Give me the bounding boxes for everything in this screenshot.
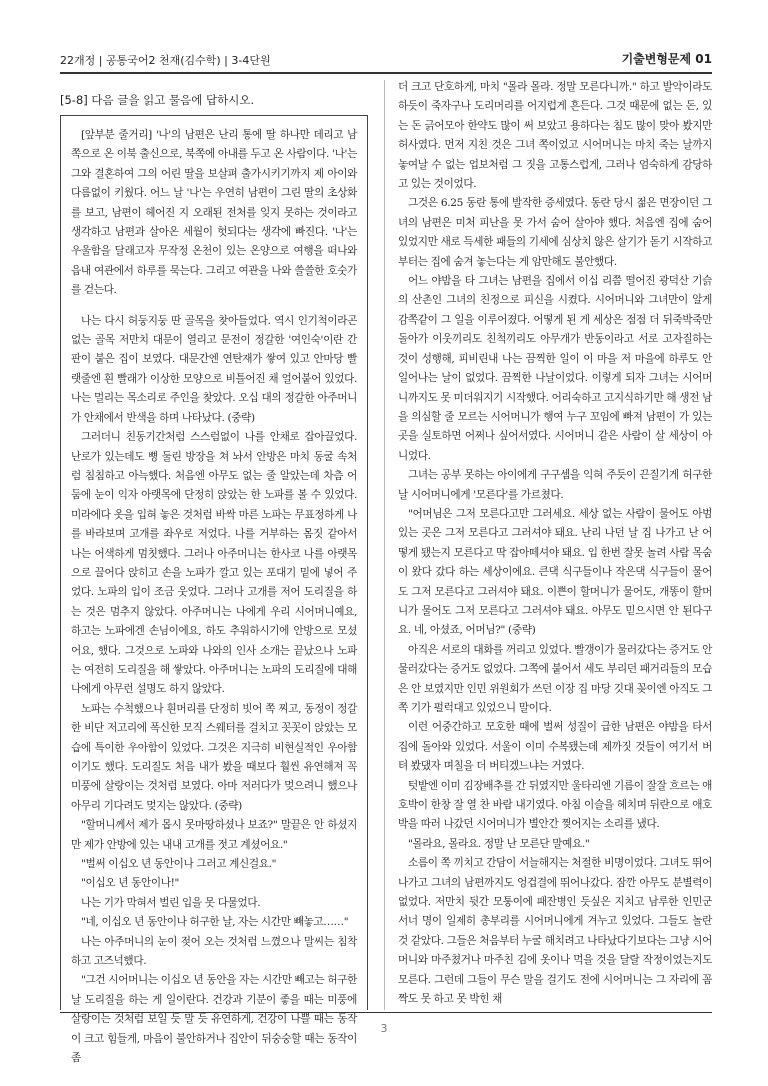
passage-paragraph: 그러더니 친동기간처럼 스스럼없이 나를 안채로 잡아끌었다. 난로가 있는데도 뼝 둘린 방장을 쳐 놔서 안방은 마치 동굴 속처럼 침침하고 아늑했다. 처음엔 아무도 없는 줄 알았는데 차츰 어둠에 눈이 익자 아랫목에 단정히 앉았는 한 노파를 볼 수 있었다. 미라에다 옷을 입혀 놓은 것처럼 바싹 마른 노파는 무표정하게 나를 바라보며 고개를 좌우로 저었다. 나를 거부하는 몸짓 같아서 나는 어색하게 멈칫했다. 그러나 아주머니는 한사코 나를 아랫목으로 끌어다 앉히고 손을 노파가 깔고 있는 포대기 밑에 넣어 주었다. 노파의 입이 조금 웃었다. 그러나 고개를 저어 도리질을 하는 것은 멈추지 않았다. 아주머니는 나에게 우리 시어머니예요, 하고는 노파에겐 손님이에요, 하도 추워하시기에 안방으로 모셨어요, 했다. 그것으로 노파와 나와의 인사 소개는 끝났으나 노파는 여전히 도리질을 해 쌓았다. 아주머니는 노파의 도리질에 대해 나에게 아무런 설명도 하지 않았다. (71, 431, 357, 696)
page-number: 3 (380, 1022, 388, 1035)
header-rule (60, 72, 712, 74)
passage-paragraph: 더 크고 단호하게, 마치 "몰라 몰라. 정말 모른다니까." 하고 발악이라도 하듯이 죽자구나 도리머리를 어지럽게 흔든다. 그것 때문에 없는 돈, 있는 돈 긁어모아 한약도 많이 써 보았고 용하다는 침도 많이 맞아 봤지만 허사였다. 먼저 지친 것은 그녀 쪽이었고 시어머니는 마치 죽는 날까지 놓여날 수 없는 업보처럼 그 짓을 고통스럽게, 그러나 엄숙하게 감당하고 있는 것이었다. (398, 81, 712, 191)
passage-paragraph: "네, 이십오 년 동안이나 허구한 날, 자는 시간만 빼놓고……" (81, 916, 349, 929)
passage-paragraph: 나는 아주머니의 눈이 젖어 오는 것처럼 느꼈으나 말씨는 침착하고 고즈넉했다. (71, 935, 357, 968)
passage-paragraph: [앞부분 줄거리] '나'의 남편은 난리 통에 딸 하나만 데리고 남쪽으로 온 이북 출신으로, 북쪽에 아내를 두고 온 사람이다. '나'는 그와 결혼하여 그의 어린 딸을 보살펴 출가시키기까지 제 아이와 다름없이 키웠다. 어느 날 '나'는 우연히 남편이 그린 딸의 초상화를 보고, 남편이 헤어진 지 오래된 전처를 잊지 못하는 것이라고 생각하고 남편과 살아온 세월이 헛되다는 생각에 빠진다. '나'는 우울함을 달래고자 무작정 온천이 있는 온양으로 여행을 떠나와 읍내 여관에서 하루를 묵는다. 그리고 여관을 나와 쓸쓸한 호숫가를 걷는다. (71, 129, 357, 297)
passage-paragraph: 텃밭엔 이미 김장배추를 간 뒤였지만 울타리엔 기름이 잘잘 흐르는 애호박이 한창 잘 열 찬 바람 내기였다. 아침 이슬을 헤치며 뒤란으로 애호박을 따러 나갔던 시어머니가 별안간 찢어지는 소리를 냈다. (398, 779, 712, 831)
footer-rule (60, 1012, 712, 1013)
passage-paragraph: 나는 기가 막혀서 벌린 입을 못 다물었다. (81, 896, 261, 909)
passage-box (60, 115, 368, 1065)
passage-paragraph: "그건 시어머니는 이십오 년 동안을 자는 시간만 빼고는 허구한 날 도리질을 하는 게 일이란다. 건강과 기분이 좋을 때는 미풍에 살랑이는 것처럼 보일 듯 말 듯 유연하게, 건강이 나쁠 때는 동작이 크고 힘들게, 마음이 불안하거나 집안이 뒤숭숭할 때는 동작이 좀 (71, 974, 357, 1065)
passage-paragraph: 소름이 쪽 끼치고 간담이 서늘해지는 처절한 비명이었다. 그녀도 뛰어나가고 그녀의 남편까지도 엉겁결에 뛰어나갔다. 잠깐 아무도 분별력이 없었다. 저만치 뒷간 모퉁이에 패잔병인 듯싶은 지치고 남루한 인민군 서너 명이 일제히 총부리를 시어머니에게 겨누고 있었다. 그들도 놀란 것 같았다. 그들은 처음부터 누굴 해치려고 나타났다기보다는 그냥 시어머니와 마주쳤거나 마주친 김에 옷이나 먹을 것을 달랄 작정이었는지도 모른다. 그런데 그들이 무슨 말을 걸기도 전에 시어머니는 그 자리에 꼼짝도 못 하고 못 박힌 채 (398, 857, 712, 1006)
passage-paragraph: 나는 다시 허둥지둥 딴 골목을 찾아들었다. 역시 인기척이라곤 없는 골목 저만치 대문이 열리고 문전이 정갈한 '여인숙'이란 간판이 붙은 집이 보였다. 대문간엔 연탄재가 쌓여 있고 안마당 빨랫줄엔 흰 빨래가 이상한 모양으로 비틀어진 채 얼어붙어 있었다. 나는 멀리는 목소리로 주인을 찾았다. 오십 대의 정갈한 아주머니가 안채에서 반색을 하며 나타났다. (중략) (71, 314, 357, 424)
column-divider (384, 80, 385, 1010)
passage-paragraph: 어느 야밤을 타 그녀는 남편을 집에서 이십 리쯤 떨어진 광덕산 기슭의 산촌인 그녀의 친정으로 피신을 시켰다. 시어머니와 그녀만이 알게 감쪽같이 그 일을 이루어졌다. 어떻게 된 게 세상은 점점 더 뒤죽박죽만 돌아가 이웃끼리도 친척끼리도 아무개가 반동이라고 서로 고자질하는 것이 성행해, 피비린내 나는 끔찍한 일이 이 마을 저 마을에 하루도 안 일어나는 날이 없었다. 끔찍한 나날이었다. 이렇게 되자 그녀는 시어머니까지도 못 미더워지기 시작했다. 어리숙하고 고지식하기만 해 생전 남을 의심할 줄 모르는 시어머니가 행여 누구 꼬임에 빠져 남편이 가 있는 곳을 실토하면 어쩌나 싶어서였다. 시어머니 같은 사람이 살 세상이 아니었다. (398, 275, 712, 462)
question-instruction: [5-8] 다음 글을 읽고 물음에 답하시오. (60, 93, 255, 107)
header-course-info: 22개정 | 공통국어2 천재(김수학) | 3-4단원 (60, 54, 271, 67)
passage-paragraph: "몰라요, 몰라요. 정말 난 모른단 말예요." (408, 837, 590, 850)
header-exam-title: 기출변형문제 01 (621, 52, 712, 66)
passage-continuation (398, 78, 712, 1010)
passage-paragraph: "이십오 년 동안이나!" (81, 877, 180, 890)
passage-paragraph: 아직은 서로의 대화를 꺼리고 있었다. 빨갱이가 물러갔다는 증거도 안 물러갔다는 증거도 없었다. 그쪽에 붙어서 세도 부리던 패거리들의 모습은 안 보였지만 인민 위원회가 쓰던 이장 집 마당 깃대 꽂이엔 아직도 그쪽 기가 펄럭대고 있었으니 말이다. (398, 643, 712, 714)
passage-paragraph: 그것은 6.25 동란 통에 발작한 증세였다. 동란 당시 젊은 면장이던 그녀의 남편은 미처 피난을 못 가서 숨어 살아야 했다. 처음엔 집에 숨어 있었지만 새로 득세한 패들의 기세에 심상치 않은 살기가 돋기 시작하고부터는 집에 숨겨 놓는다는 게 암만해도 불안했다. (398, 197, 712, 268)
passage-paragraph: "벌써 이십오 년 동안이나 그러고 계신걸요." (81, 858, 277, 871)
passage-paragraph: 이런 어중간하고 모호한 때에 벌써 성질이 급한 남편은 야밤을 타서 집에 돌아와 있었다. 서울이 이미 수복됐는데 제까짓 것들이 여기서 버텨 봤댔자 며칠을 더 버티겠느냐는 거였다. (398, 721, 712, 773)
passage-paragraph: "어머님은 그저 모른다고만 그러세요. 세상 없는 사람이 물어도 아범 있는 곳은 그저 모른다고 그러셔야 돼요. 난리 나던 날 집 나가고 난 어떻게 됐는지 모른다고 딱 잡아떼셔야 돼요. 입 한번 잘못 놀려 사람 목숨이 왔다 갔다 하는 세상이에요. 큰댁 식구들이나 작은댁 식구들이 물어도 그저 모른다고 그러셔야 돼요. 이쁜이 할머니가 물어도, 개똥이 할머니가 물어도 그저 모른다고 그러셔야 돼요. 아무도 믿으시면 안 된다구요. 네, 아셨죠, 어머님?" (중략) (398, 507, 712, 637)
page-header (60, 48, 712, 70)
passage-paragraph: 노파는 수척했으나 흰머리를 단정히 빗어 쪽 찌고, 동정이 정갈한 비단 저고리에 폭신한 모직 스웨터를 걸치고 꼿꼿이 앉았는 모습에 특이한 우아함이 있었다. 그것은 지극히 비현실적인 우아함이기도 했다. 도리질도 처음 내가 봤을 때보다 훨씬 유연해져 꼭 미풍에 살랑이는 것처럼 보였다. 아마 저러다가 멎으려니 했으나 아무리 기다려도 멎지는 않았다. (중략) (71, 702, 357, 812)
passage-paragraph: "할머니께서 제가 몹시 못마땅하셨나 보죠?" 말끝은 안 하셨지만 제가 안방에 있는 내내 고개를 젓고 계셨어요." (71, 819, 357, 851)
passage-paragraph: 그녀는 공부 못하는 아이에게 구구셈을 익혀 주듯이 끈질기게 허구한 날 시어머니에게 '모른다'를 가르쳤다. (398, 469, 712, 501)
